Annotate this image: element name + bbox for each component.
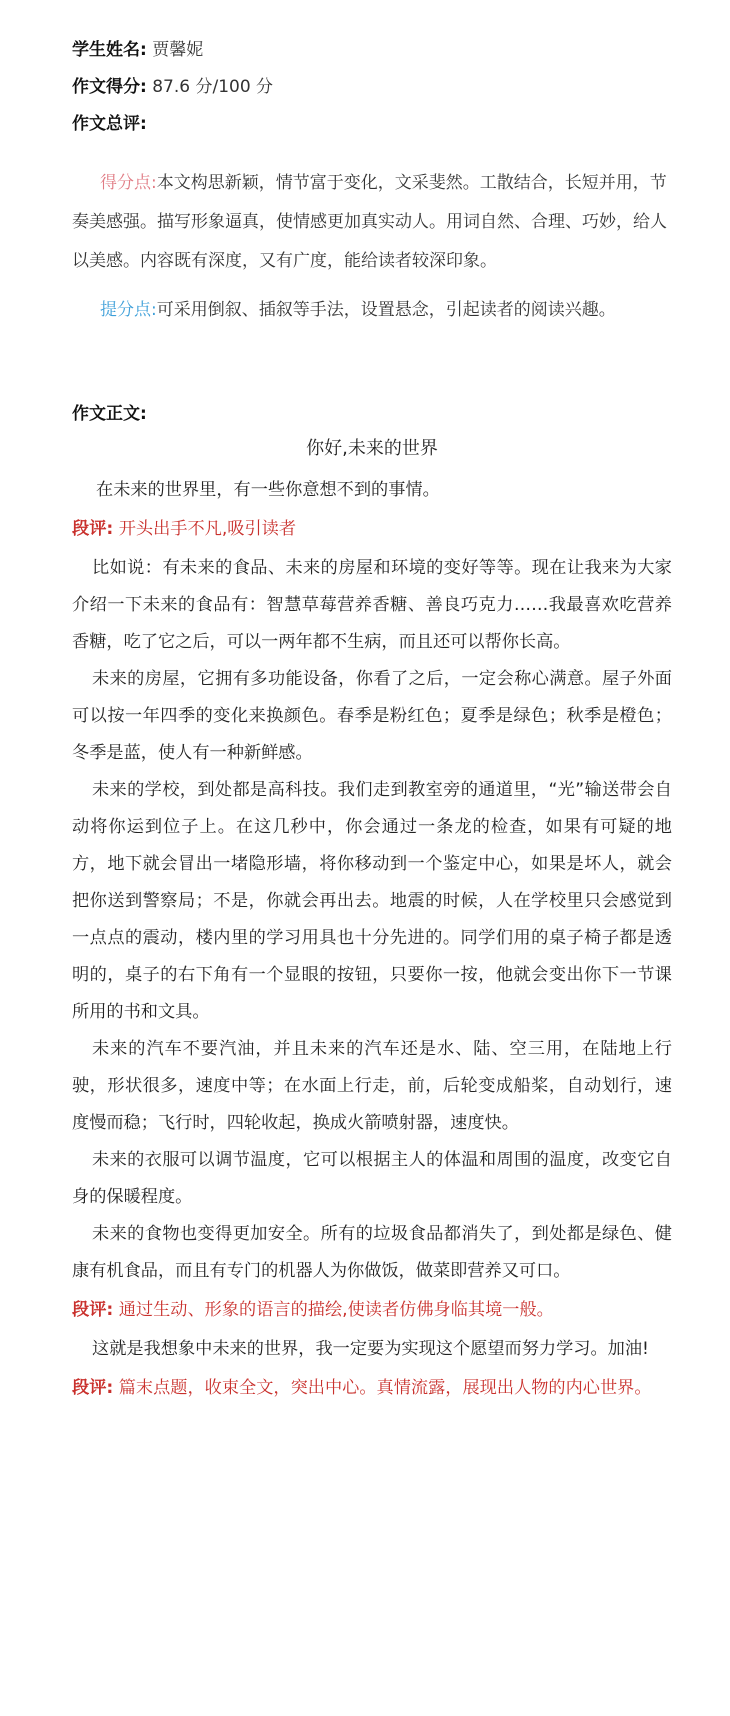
comment-text: 通过生动、形象的语言的描绘,使读者仿佛身临其境一般。 xyxy=(118,1300,554,1320)
paragraph-comment-1 xyxy=(72,511,672,548)
essay-paragraph-2: 比如说：有未来的食品、未来的房屋和环境的变好等等。现在让我来为大家介绍一下未来的食品有：智慧草莓营养香糖、善良巧克力……我最喜欢吃营养香糖，吃了它之后，可以一两年都不生病，而且还可以帮你长高。 xyxy=(72,558,672,652)
student-name-line xyxy=(72,38,672,62)
essay-paragraph-1: 在未来的世界里，有一些你意想不到的事情。 xyxy=(96,480,440,500)
essay-score-label: 作文得分: xyxy=(72,77,147,97)
essay-paragraph-6: 未来的衣服可以调节温度，它可以根据主人的体温和周围的温度，改变它自身的保暖程度。 xyxy=(72,1150,672,1207)
essay-paragraph-7: 未来的食物也变得更加安全。所有的垃圾食品都消失了，到处都是绿色、健康有机食品，而且有专门的机器人为你做饭，做菜即营养又可口。 xyxy=(72,1224,672,1281)
essay-score-line xyxy=(72,75,672,99)
comment-text: 开头出手不凡,吸引读者 xyxy=(118,519,297,539)
student-name: 贾馨妮 xyxy=(152,40,204,60)
overall-review-line xyxy=(72,112,672,136)
comment-label: 段评: xyxy=(72,1300,114,1320)
essay-paragraph-8: 这就是我想象中未来的世界，我一定要为实现这个愿望而努力学习。加油! xyxy=(92,1339,649,1359)
comment-label: 段评: xyxy=(72,519,114,539)
essay-body-label: 作文正文: xyxy=(72,404,147,424)
improvement-points-text: 可采用倒叙、插叙等手法，设置悬念，引起读者的阅读兴趣。 xyxy=(156,300,616,320)
scoring-points-block xyxy=(72,164,672,281)
improvement-points-label: 提分点: xyxy=(100,300,157,320)
overall-review-label: 作文总评: xyxy=(72,114,147,134)
scoring-points-label: 得分点: xyxy=(100,173,157,193)
improvement-points-block xyxy=(72,291,672,330)
essay-paragraph-5: 未来的汽车不要汽油，并且未来的汽车还是水、陆、空三用，在陆地上行驶，形状很多，速度中等；在水面上行走，前，后轮变成船桨，自动划行，速度慢而稳；飞行时，四轮收起，换成火箭喷射器，速度快。 xyxy=(72,1039,672,1133)
essay-paragraph-3: 未来的房屋，它拥有多功能设备，你看了之后，一定会称心满意。屋子外面可以按一年四季的变化来换颜色。春季是粉红色；夏季是绿色；秋季是橙色；冬季是蓝，使人有一种新鲜感。 xyxy=(72,669,672,763)
comment-label: 段评: xyxy=(72,1378,114,1398)
essay-title: 你好,未来的世界 xyxy=(306,438,438,459)
scoring-points-text: 本文构思新颖，情节富于变化，文采斐然。工散结合，长短并用，节奏美感强。描写形象逼真，使情感更加真实动人。用词自然、合理、巧妙，给人以美感。内容既有深度，又有广度，能给读者较深印象。 xyxy=(72,173,667,271)
student-name-label: 学生姓名: xyxy=(72,40,147,60)
paragraph-comment-2 xyxy=(72,1292,672,1329)
paragraph-comment-3 xyxy=(72,1370,672,1407)
comment-text: 篇末点题，收束全文，突出中心。真情流露，展现出人物的内心世界。 xyxy=(118,1378,652,1398)
essay-paragraph-4: 未来的学校，到处都是高科技。我们走到教室旁的通道里，“光”输送带会自动将你运到位子上。在这几秒中，你会通过一条龙的检查，如果有可疑的地方，地下就会冒出一堵隐形墙，将你移动到一个鉴定中心，如果是坏人，就会把你送到警察局；不是，你就会再出去。地震的时候，人在学校里只会感觉到一点点的震动，楼内里的学习用具也十分先进的。同学们用的桌子椅子都是透明的，桌子的右下角有一个显眼的按钮，只要你一按，他就会变出你下一节课所用的书和文具。 xyxy=(72,780,672,1022)
essay-score: 87.6 分/100 分 xyxy=(152,77,274,97)
